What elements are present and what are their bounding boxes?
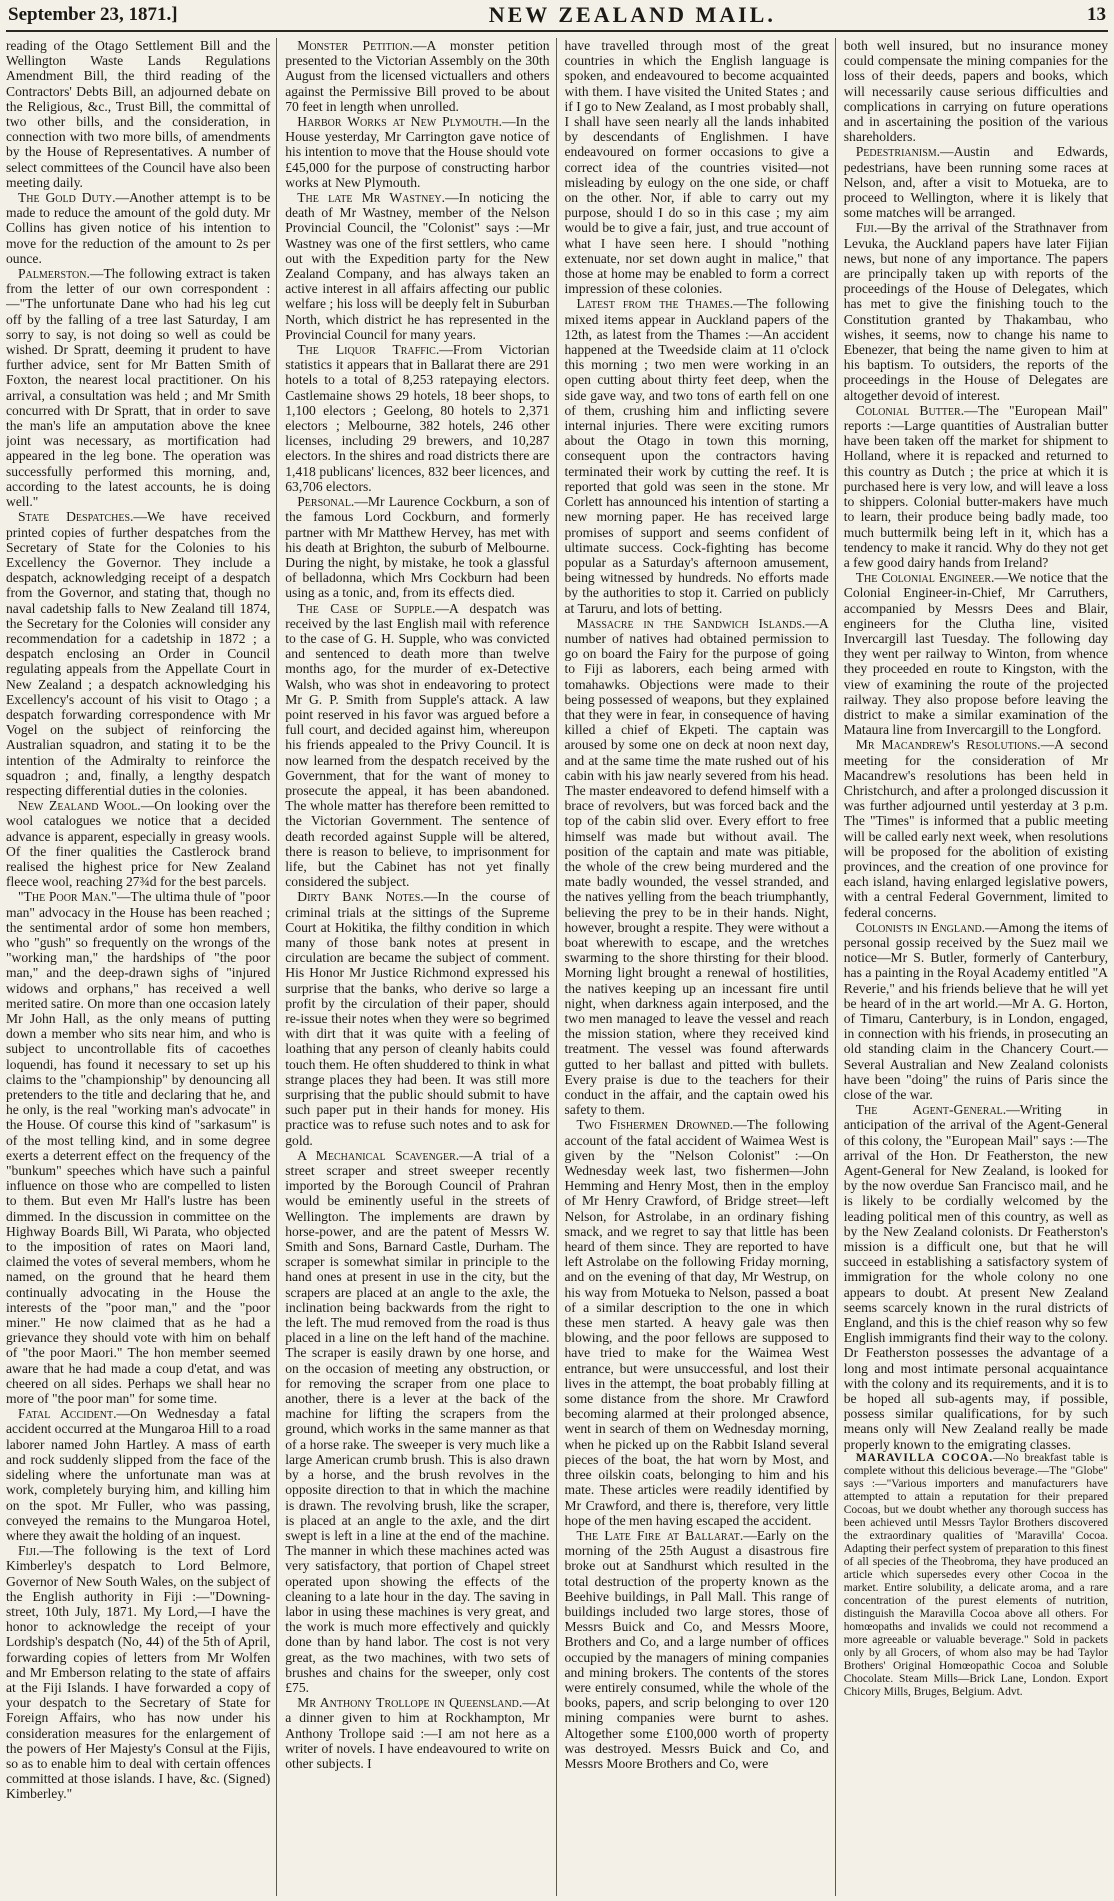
headline: Colonial Butter. (855, 402, 965, 418)
headline: Latest from the Thames. (576, 296, 734, 312)
article-body: —The following account of the fatal accident of Waimea West is given by the "Nelson Colonist" :—On Wednesday week last, two fishermen—John Hemming and Henry Most, then in the employ of Mr Henry Crawford, of Bridge street—left Nelson, for Astrolabe, in an ordinary fishing smack, and we regret to say that little has been heard of them since. They are reported to have left Astrolabe on the following Friday morning, and on the evening of that day, Mr Westrup, on his way from Motueka to Nelson, passed a boat of a similar description to the one in which these men started. A heavy gale was then blowing, and the poor fellows are supposed to have tried to make for the Waimea West entrance, but were unsuccessful, and lost their lives in the attempt, the boat probably filling at some distance from the shore. Mr Crawford becoming alarmed at their prolonged absence, went in search of them on Wednesday morning, when he picked up on the Rabbit Island several pieces of the boat, the hat worn by Most, and three oilskin coats, belonging to him and his mate. These articles were readily identified by Mr Crawford, and there is, therefore, very little hope of the men having escaped the accident. (564, 1117, 829, 1528)
article-body: —In noticing the death of Mr Wastney, member of the Nelson Provincial Council, the "Colonist" says :—Mr Wastney was one of the first settlers, who came out with the Expedition party for the New Zealand Company, and has always taken an active interest in all affairs affecting our public welfare ; his loss will be deeply felt in Suburban North, which district he has represented in the Provincial Council for many years. (285, 190, 550, 342)
article-fatal-accident (6, 1406, 270, 1543)
article-body: —In the House yesterday, Mr Carrington gave notice of his intention to move that the House should vote £45,000 for the purpose of constructing harbor works at New Plymouth. (285, 114, 550, 190)
article-personal (285, 494, 549, 600)
article-body: —Among the items of personal gossip received by the Suez mail we notice—Mr S. Butler, formerly of Canterbury, has a painting in the Royal Academy entitled "A Reverie," and his friends believe that he will yet be heard of in the art world.—Mr A. G. Horton, of Timaru, Canterbury, is in London, engaged, in connection with his friends, in prosecuting an old standing claim in the Chancery Court.—Several Australian and New Zealand colonists have been "doing" the ruins of Paris since the close of the war. (843, 919, 1108, 1103)
article-colonial-butter (844, 403, 1108, 570)
article-body: —A number of natives had obtained permission to go on board the Fairy for the purpose of going to Fiji as laborers, each being armed with tomahawks. Objections were made to their being possessed of weapons, but they explained that they were in fear, in consequence of having killed a chief of Ekpeti. The captain was aroused by some one on deck at noon next day, and at the same time the mate rushed out of his cabin with his jaw nearly severed from his head. The master endeavored to defend himself with a brace of revolvers, but was forced back and the top of the cabin slid over. Every effort to free himself was made but without avail. The position of the captain and mate was pitiable, the whole of the crew being murdered and the mate badly wounded, the vessel stranded, and the natives yelling from the beach triumphantly, believing the prey to be in their hands. Night, however, brought a respite. They were without a boat wherewith to escape, and the wretches swarming to the shore thirsting for their blood. Morning light brought a renewal of hostilities, the natives keeping up an incessant fire until night, when darkness again interposed, and the two men managed to leave the vessel and reach the mission station, where they received kind treatment. The vessel was found afterwards gutted to her ballast and pitted with bullets. Every praise is due to the teachers for their conduct in the affair, and the captain owed his safety to them. (564, 615, 829, 1118)
article-macandrew (844, 737, 1108, 919)
article-body: —The following extract is taken from the letter of our own correspondent :—"The unfortunate Dane who had his leg cut off by the falling of a tree last Saturday, I am sorry to say, is not doing so well as could be wished. Dr Spratt, deeming it prudent to have further advice, sent for Mr Batten Smith of Foxton, the nearest local practitioner. On his arrival, a consultation was held ; and Mr Smith concurred with Dr Spratt, that in order to save the man's life an amputation above the knee joint was necessary, as mortification had appeared in the leg bone. The operation was successfully performed this morning, and, according to the latest accounts, he is doing well." (6, 266, 271, 510)
article-harbor-works (285, 114, 549, 190)
article-body: —The following mixed items appear in Auckland papers of the 12th, as latest from the Thames :—An accident happened at the Tweedside claim at 11 o'clock this morning ; two men were working in an open cutting about thirty feet deep, when the side gave way, and two tons of earth fell on one of them, crushing him and inflicting severe internal injuries. There were exciting rumors about the Otago in town this morning, consequent upon the contractors having terminated their work by cutting the reef. It is reported that gold was seen in the stone. Mr Corlett has announced his intention of starting a new morning paper. He has received large promises of support and seems confident of ultimate success. Cock-fighting has become popular as a Saturday's afternoon amusement, being witnessed by hundreds. No efforts made by the authorities to stop it. Carried on publicly at Taruru, and lots of betting. (564, 296, 829, 616)
article-liquor-traffic (285, 342, 549, 494)
headline: The Case of Supple. (297, 600, 436, 616)
article-body: —A trial of a street scraper and street sweeper recently imported by the Borough Council of Prahran would be eminently useful in the streets of Wellington. The implements are drawn by horse-power, and are the patent of Messrs W. Smith and Sons, Barnard Castle, Durham. The scraper is somewhat similar in principle to the hand ones at present in use in the city, but the scrapers are placed at an angle to the axle, the inclination being backwards from the right to the left. The mud removed from the road is thus placed in a line on the left hand of the machine. The scraper is easily drawn by one horse, and on the occasion of meeting any obstruction, or for removing the scraper from one place to another, there is a lever at the back of the machine for lifting the scrapers from the ground, which works in the same manner as that of a horse rake. The sweeper is very much like a large American crumb brush. This is also drawn by a horse, and the brush revolves in the opposite direction to that in which the machine is drawn. The revolving brush, like the scraper, is placed at an angle to the axle, and the dirt swept is left in a line at the end of the machine. The manner in which these machines acted was very satisfactory, that portion of Chapel street operated upon showing the effects of the cleaning to a late hour in the day. The saving in labor in using these machines is very great, and the work is much more effectively and quickly done than by hand labor. The cost is not very great, as the two machines, with two sets of brushes and chains for the sweeper, only cost £75. (285, 1147, 550, 1695)
headline: Pedestrianism. (855, 144, 941, 160)
headline: Harbor Works at New Plymouth. (297, 114, 503, 130)
newspaper-title: NEW ZEALAND MAIL. (488, 2, 776, 27)
article-body: —Early on the morning of the 25th August a disastrous fire broke out at Sandhurst which resulted in the total destruction of the property known as the Beehive buildings, in Pall Mall. This range of buildings included two large stores, those of Messrs Buick and Co, and Messrs Moore, Brothers and Co, and a large number of offices occupied by the managers of mining companies and mining brokers. The contents of the stores were entirely consumed, while the whole of the books, papers, and scrip belonging to over 120 mining companies were burnt to ashes. Altogether some £100,000 worth of property was destroyed. Messrs Buick and Co, and Messrs Moore Brothers and Co, were (564, 1527, 829, 1771)
article-body: —On Wednesday a fatal accident occurred at the Mungaroa Hill to a road laborer named John Hartley. A mass of earth and rock suddenly slipped from the face of the sideling where the unfortunate man was at work, completely burying him, and killing him on the spot. Mr Fuller, who was passing, conveyed the remains to the Mungaroa Hotel, where they await the holding of an inquest. (6, 1406, 271, 1543)
headline: The Liquor Traffic. (297, 342, 440, 358)
headline: Palmerston. (18, 266, 90, 282)
article-sandwich-islands (565, 616, 829, 1118)
masthead (6, 0, 1108, 32)
article-colonial-engineer (844, 570, 1108, 737)
article-colonists-england (844, 920, 1108, 1102)
article-mechanical-scavenger (285, 1148, 549, 1695)
article-body: —Another attempt is to be made to reduce the amount of the gold duty. Mr Collins has given notice of his intention to move for the reduction of the amount to 2s per ounce. (6, 190, 271, 266)
headline: Massacre in the Sandwich Islands. (576, 615, 806, 631)
article-body: —By the arrival of the Strathnaver from Levuka, the Auckland papers have later Fijian news, but none of any importance. The papers are principally taken up with reports of the proceedings of the House of Delegates, which has met to give the finishing touch to the Constitution granted by Thakambau, who wishes, it seems, now to change his name to Ebenezer, that being the name given to him at his baptism. To outsiders, the reports of the proceedings in the House of Delegates are altogether devoid of interest. (843, 220, 1108, 403)
article-body: —On looking over the wool catalogues we notice that a decided advance is apparent, especially in greasy wools. Of the finer qualities the Castlerock brand realised the highest price for New Zealand fleece wool, reaching 27¾d for the best parcels. (6, 798, 271, 890)
headline: "The Poor Man." (18, 889, 117, 905)
ad-tag: Advt. (996, 1685, 1023, 1698)
article-fire-continued: both well insured, but no insurance money could compensate the mining companies for the loss of their deeds, papers and books, which will necessarily cause serious difficulties and complications in carrying on future operations and in ascertaining the position of the various shareholders. (843, 38, 1108, 145)
article-body: —The ultima thule of "poor man" advocacy in the House has been reached ; the sentimental ardor of some hon members, who "gush" so frequently on the wrongs of the "working man," the hardships of "the poor man," and the deep-drawn sighs of "injured widows and orphans," has received a well merited satire. On more than one occasion lately Mr John Hall, as the only means of putting down a member who sits near him, and who is subject to uncontrollable fits of cacoethes loquendi, has found it necessary to set up his claims to the "championship" by denouncing all pretenders to the title and declaring that he, and he only, is the real "working man's advocate" in the House. Of course this kind of "sarkasum" is of the most telling kind, and in some degree exerts a deterrent effect on the frequency of the "bunkum" speeches which have such a painful influence on those who are compelled to listen to them. But even Mr Hall's lustre has been dimmed. In the discussion in committee on the Highway Boards Bill, Wi Parata, who objected to the imposition of rates on Maori land, claimed the votes of several members, whom he named, on the ground that he heard them continually advocating in the House the interests of the "poor man," and the "poor miner." He now claimed that as he had a grievance they should vote with him on behalf of "the poor Maori." The hon member seemed aware that he had made a coup d'etat, and was cheered on all sides. Perhaps we shall hear no more of "the poor man" for some time. (6, 889, 271, 1407)
article-body: —At a dinner given to him at Rockhampton, Mr Anthony Trollope said :—I am not here as a writer of novels. I have endeavoured to write on other subjects. I (285, 1695, 550, 1771)
headline: Personal. (297, 494, 355, 510)
column-4 (844, 38, 1108, 1896)
article-trollope (285, 1695, 549, 1771)
headline: Mr Anthony Trollope in Queensland. (297, 1695, 523, 1711)
headline: Colonists in England. (855, 919, 986, 935)
article-council-continued: reading of the Otago Settlement Bill and the Wellington Waste Lands Regulations Amendment Bill, the third reading of the Contractors' Debts Bill, an adjourned debate on the Religious, &c., Trust Bill, the committal of two other bills, and the consideration, in connection with two more bills, of amendments by the House of Representatives. A number of select committees of the Council have also been meeting daily. (6, 38, 271, 190)
ad-body: —No breakfast table is complete without this delicious beverage.—The "Globe" says :—"Various importers and manufacturers have attempted to attain a reputation for their prepared Cocoas, but we doubt whether any thorough success has been achieved until Messrs Taylor Brothers discovered the extraordinary qualities of 'Maravilla' Cocoa. Adapting their perfect system of preparation to this finest of all species of the Theobroma, they have produced an article which supersedes every other Cocoa in the market. Entire solubility, a delicate aroma, and a rare concentration of the purest elements of nutrition, distinguish the Maravilla Cocoa above all others. For homœopaths and invalids we could not recommend a more agreeable or valuable beverage." Sold in packets only by all Grocers, of whom also may be had Taylor Brothers' Original Homœopathic Cocoa and Soluble Chocolate. Steam Mills—Brick Lane, London. Export Chicory Mills, Bruges, Belgium. (843, 1451, 1108, 1698)
issue-date: September 23, 1871.] (8, 4, 178, 25)
ad-title: MARAVILLA COCOA. (855, 1451, 994, 1464)
article-dirty-bank-notes (285, 889, 549, 1147)
column-1 (6, 38, 277, 1896)
article-agent-general (844, 1102, 1108, 1452)
article-body: —A despatch was received by the last English mail with reference to the case of G. H. Supple, who was convicted and sentenced to death more than twelve months ago, for the murder of ex-Detective Walsh, who was shot in endeavoring to protect Mr G. P. Smith from Supple's attack. A law point reserved in his favor was argued before a full court, and decided against him, whereupon his friends appealed to the Privy Council. It is now learned from the despatch received by the Government, that for the want of money to prosecute the appeal, it has been abandoned. The whole matter has therefore been remitted to the Victorian Government. The sentence of death recorded against Supple will be altered, there is reason to believe, to imprisonment for life, but the Cabinet has not yet finally considered the subject. (285, 600, 550, 890)
headline: The Agent-General. (855, 1102, 1007, 1118)
article-fiji (6, 1543, 270, 1801)
article-body: —The following is the text of Lord Kimberley's despatch to Lord Belmore, Governor of New South Wales, on the subject of the English authority in Fiji :—"Downing-street, 10th July, 1871. My Lord,—I have the honor to acknowledge the receipt of your Lordship's despatch (No, 44) of the 5th of April, forwarding copies of letters from Mr Wolfen and Mr Emberson relating to the state of affairs at the Fiji Islands. I have forwarded a copy of your despatch to the Secretary of State for Foreign Affairs, who has now under his consideration measures for the enlargement of the powers of Her Majesty's Consul at the Fijis, so as to enable him to deal with certain offences committed at those islands. I have, &c. (Signed) Kimberley." (6, 1543, 271, 1802)
article-trollope-continued: have travelled through most of the great countries in which the English language is spoken, and endeavoured to become acquainted with them. I have visited the United States ; and if I go to New Zealand, as I most probably shall, I shall have seen nearly all the lands inhabited by descendants of Englishmen. I have endeavoured on former occasions to give a correct idea of the countries visited—not misleading by eulogy on the one side, or chaff on the other. Nor, if able to carry out my purpose, should I do so in this case ; my aim would be to give a fair, just, and true account of what I have seen here. I should "nothing extenuate, nor set down aught in malice," that those at home may be enabled to form a correct impression of these colonies. (564, 38, 829, 297)
article-pedestrianism (844, 144, 1108, 220)
article-latest-thames (565, 296, 829, 615)
headline: The Gold Duty. (18, 190, 116, 206)
headline: State Despatches. (18, 509, 134, 525)
advertisement-maravilla-cocoa (844, 1452, 1108, 1699)
article-fishermen-drowned (565, 1117, 829, 1527)
article-body: —Mr Laurence Cockburn, a son of the famous Lord Cockburn, and formerly partner with Mr Matthew Hervey, has met with his death at Brighton, the suburb of Melbourne. During the night, by mistake, he took a glassful of belladonna, which Mrs Cockburn had been using as a tonic, and, from its effects died. (285, 494, 550, 601)
headline: A Mechanical Scavenger. (297, 1147, 460, 1163)
article-body: —Austin and Edwards, pedestrians, have been running some races at Nelson, and, after a visit to Motueka, are to proceed to Wellington, where it is likely that some matches will be arranged. (843, 144, 1108, 221)
headline: The late Mr Wastney. (297, 190, 446, 206)
article-body: —The "European Mail" reports :—Large quantities of Australian butter have been taken off the market for shipment to Holland, where it is repacked and returned to this country as Dutch ; the price at which it is purchased here is very low, and will leave a loss to shippers. Colonial butter-makers have much to learn, their produce being badly made, too much buttermilk being left in it, which has a tendency to make it rancid. Why do they not get a few good dairy hands from Ireland? (843, 402, 1108, 570)
article-gold-duty (6, 190, 270, 266)
headline: The Late Fire at Ballarat. (576, 1527, 744, 1543)
headline: The Colonial Engineer. (855, 570, 995, 586)
article-case-of-supple (285, 601, 549, 890)
article-fire-ballarat (565, 1528, 829, 1771)
article-body: —Writing in anticipation of the arrival of the Agent-General of this colony, the "European Mail" says :—The arrival of the Hon. Dr Featherston, the new Agent-General for New Zealand, is looked for by the now overdue San Francisco mail, and he is likely to be cordially welcomed by the leading political men of this country, as well as by the New Zealand colonists. Dr Featherston's mission is a difficult one, but that he will succeed in establishing a satisfactory system of immigration for the whole colony no one appears to doubt. At present New Zealand seems scarcely known in the rural districts of England, and this is the chief reason why so few English immigrants find their way to the colony. Dr Featherston possesses the advantage of a long and most intimate personal acquaintance with the colony and its requirements, and it is to be hoped all sub-agents may, if possible, possess similar qualifications, for by such means only will New Zealand really be made properly known to the emigrating classes. (843, 1102, 1108, 1452)
page-number: 13 (1086, 4, 1106, 25)
article-body: —From Victorian statistics it appears that in Ballarat there are 291 hotels to a total of 8,253 ratepaying electors. Castlemaine shows 29 hotels, 18 beer shops, to 1,100 electors ; Geelong, 80 hotels to 2,371 electors ; Melbourne, 382 hotels, 246 other licenses, including 29 brewers, and 10,287 electors. In the shires and road districts there are 1,418 publicans' licences, 832 beer licences, and 63,706 electors. (285, 342, 550, 494)
headline: Fatal Accident. (18, 1406, 117, 1422)
article-body: —A monster petition presented to the Victorian Assembly on the 30th August from the licensed victuallers and others against the Permissive Bill proved to be about 70 feet in length when unrolled. (285, 38, 550, 114)
article-body: —A second meeting for the consideration of Mr Macandrew's resolutions has been held in Christchurch, and after a prolonged discussion it was further adjourned until yesterday at 3 p.m. The "Times" is informed that a public meeting will be called early next week, when resolutions will be proposed for the abolition of existing provinces, and the creation of one province for each island, having enlarged legislative powers, with a central Federal Government, limited to federal concerns. (843, 737, 1108, 920)
article-body: —We have received printed copies of further despatches from the Secretary of State for the Colonies to his Excellency the Governor. They include a despatch, acknowledging receipt of a despatch from the Governor, and stating that, though no naval cadetship falls to New Zealand till 1874, the Secretary for the Colonies will consider any recommendation for a cadetship in 1872 ; a despatch enclosing an Order in Council regulating appeals from the Appellate Court in New Zealand ; a despatch acknowledging his Excellency's account of his visit to Otago ; a despatch forwarding correspondence with Mr Vogel on the subject of reinforcing the Australian squadron, and stating it to be the intention of the Admiralty to reinforce the squadron ; and, finally, a lengthy despatch respecting differential duties in the colonies. (6, 509, 271, 798)
article-fiji-news (844, 220, 1108, 402)
article-poor-man (6, 889, 270, 1406)
headline: Dirty Bank Notes. (297, 889, 424, 905)
article-wastney (285, 190, 549, 342)
article-state-despatches (6, 509, 270, 798)
column-3 (565, 38, 836, 1896)
article-palmerston (6, 266, 270, 509)
headline: Fiji. (18, 1543, 40, 1559)
article-body: —In the course of criminal trials at the sittings of the Supreme Court at Hokitika, the filthy condition in which many of those bank notes at present in circulation are became the subject of comment. His Honor Mr Justice Richmond expressed his surprise that the banks, who derive so large a profit by the circulation of their paper, should re-issue their notes when they were so begrimed with dirt that it was quite with a feeling of loathing that any person of cleanly habits could touch them. He often shuddered to think in what strange places they had been. It was still more surprising that the public should submit to have such paper put in their hands for money. His practice was to refuse such notes and to ask for gold. (285, 889, 550, 1148)
headline: Fiji. (855, 220, 878, 236)
headline: New Zealand Wool. (18, 798, 141, 814)
headline: Two Fishermen Drowned. (576, 1117, 734, 1133)
headline: Mr Macandrew's Resolutions. (855, 737, 1041, 753)
article-monster-petition (285, 38, 549, 114)
article-nz-wool (6, 798, 270, 889)
article-columns (6, 38, 1108, 1896)
article-body: —We notice that the Colonial Engineer-in-Chief, Mr Carruthers, accompanied by Messrs Dees and Blair, engineers for the Clutha line, visited Invercargill last Tuesday. The following day they went per railway to Winton, from whence they proceeded en route to Kingston, with the view of examining the route of the projected railway. They also propose before leaving the district to make a similar examination of the Mataura line from Invercargill to the Longford. (843, 570, 1108, 738)
headline: Monster Petition. (297, 38, 413, 53)
column-2 (285, 38, 556, 1896)
